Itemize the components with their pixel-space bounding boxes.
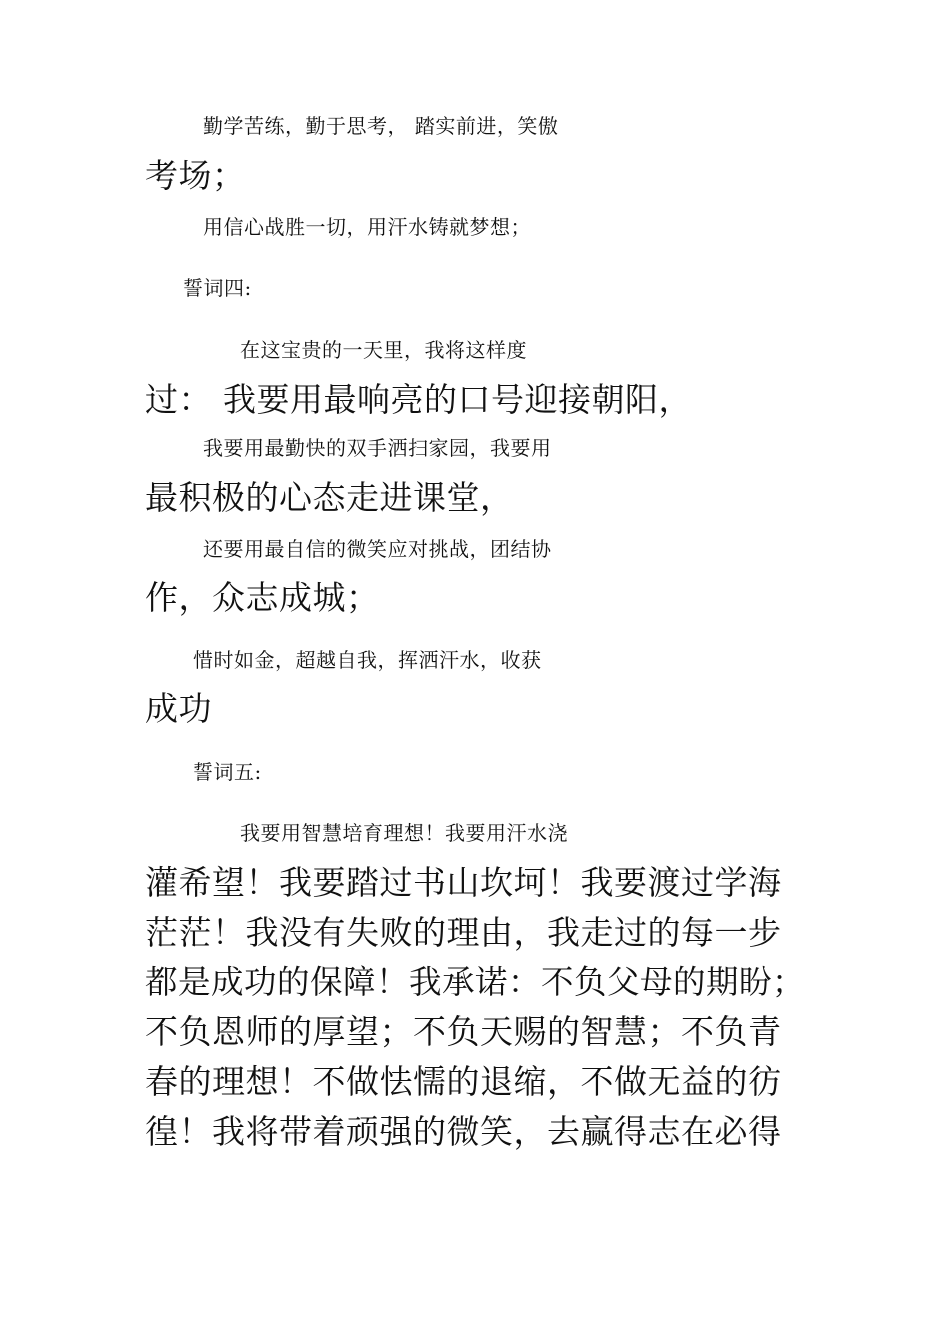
section-heading: 誓词五: [193,760,262,784]
text-line: 最积极的心态走进课堂， [145,478,514,517]
text-line: 用信心战胜一切，用汗水铸就梦想； [203,215,531,239]
text-line: 茫茫！我没有失败的理由，我走过的每一步 [145,913,782,952]
text-line: 徨！我将带着顽强的微笑，去赢得志在必得 [145,1112,782,1151]
text-line: 惜时如金，超越自我，挥洒汗水，收获 [193,648,542,672]
text-line: 勤学苦练，勤于思考， 踏实前进，笑傲 [203,114,559,138]
text-line: 我要用智慧培育理想！我要用汗水浇 [240,821,568,845]
section-heading: 誓词四: [183,276,252,300]
text-line: 成功 [145,689,212,728]
text-line: 作，众志成城； [145,578,380,617]
text-line: 我要用最勤快的双手洒扫家园，我要用 [203,436,552,460]
text-line: 过： 我要用最响亮的口号迎接朝阳， [145,380,692,419]
text-line: 不负恩师的厚望；不负天赐的智慧；不负青 [145,1012,782,1051]
text-line: 在这宝贵的一天里，我将这样度 [240,338,527,362]
text-line: 还要用最自信的微笑应对挑战，团结协 [203,537,552,561]
text-line: 考场； [145,156,246,195]
text-line: 春的理想！不做怯懦的退缩，不做无益的彷 [145,1062,782,1101]
text-line: 灌希望！我要踏过书山坎坷！我要渡过学海 [145,863,782,902]
text-line: 都是成功的保障！我承诺：不负父母的期盼； [145,963,806,1001]
